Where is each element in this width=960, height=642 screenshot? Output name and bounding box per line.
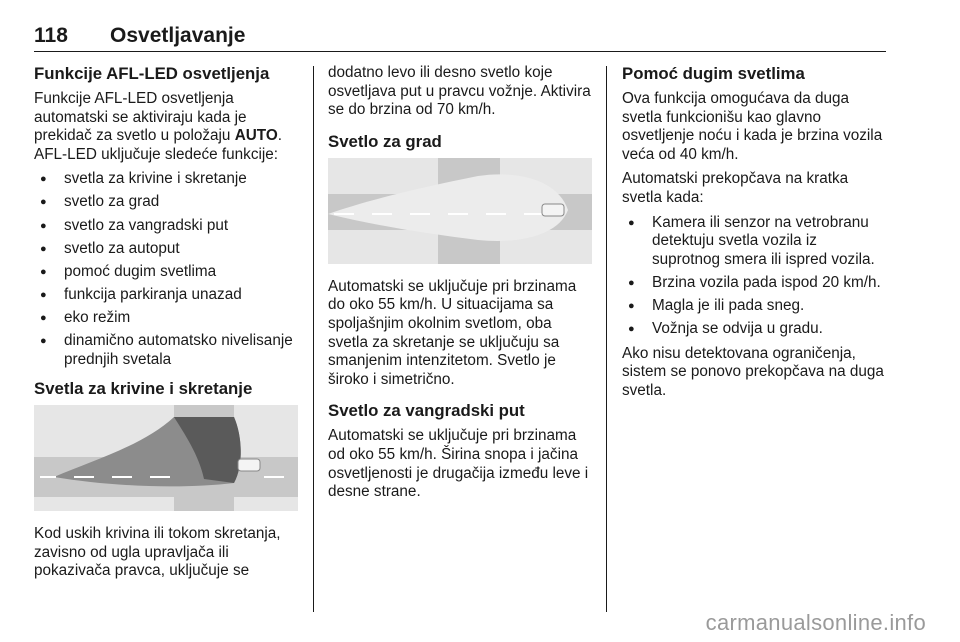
list-item: ● svetlo za grad xyxy=(34,193,298,212)
page-number: 118 xyxy=(34,24,68,47)
column-3 xyxy=(622,64,888,406)
list-item: ● pomoć dugim svetlima xyxy=(34,263,298,282)
column-2 xyxy=(328,64,594,508)
column-divider-2 xyxy=(606,66,607,612)
column-1 xyxy=(34,64,298,587)
list-item: ● Magla je ili pada sneg. xyxy=(622,297,888,316)
section-heading-afl-led: Funkcije AFL-LED osvetljenja xyxy=(34,64,270,83)
country-road-paragraph: Automatski se uključuje pri brzinama od oko 55 km/h. Širina snopa i jačina osvetljenosti je drugačija između leve i desne strane. xyxy=(328,427,589,501)
page-header xyxy=(34,24,886,52)
intro-bold-auto: AUTO xyxy=(234,127,278,145)
list-item: ● eko režim xyxy=(34,309,298,328)
cornering-continuation: dodatno levo ili desno svetlo koje osvetljava put u pravcu vožnje. Aktivira se do brzina od 70 km/h. xyxy=(328,64,591,119)
list-item: ● Kamera ili senzor na vetrobranu detektuju svetla vozila iz suprotnog smera ili ispred vozila. xyxy=(622,214,888,270)
column-divider-1 xyxy=(313,66,314,612)
header-rule xyxy=(34,51,886,52)
list-item: ● Brzina vozila pada ispod 20 km/h. xyxy=(622,274,888,293)
city-light-paragraph: Automatski se uključuje pri brzinama do oko 55 km/h. U situacijama sa spoljašnjim okolnim svetlom, oba svetla za skretanje se uključuju sa smanjenim intenzitetom. Svetlo je široko i simetrično. xyxy=(328,277,577,388)
high-beam-paragraph-1: Ova funkcija omogućava da duga svetla funkcionišu kao glavno osvetljenje noću i kada je brzina vozila veća od 40 km/h. xyxy=(622,90,883,163)
function-list xyxy=(34,170,298,369)
list-item: ● svetlo za autoput xyxy=(34,240,298,259)
intro-paragraph xyxy=(34,90,298,164)
high-beam-paragraph-2: Automatski prekopčava na kratka svetla kada: xyxy=(622,170,849,206)
cornering-light-illustration xyxy=(34,405,298,511)
low-beam-conditions-list xyxy=(622,214,888,339)
list-item: ● svetla za krivine i skretanje xyxy=(34,170,298,189)
cornering-paragraph: Kod uskih krivina ili tokom skretanja, zavisno od ugla upravljača ili pokazivača pravca, uključuje se xyxy=(34,525,281,580)
section-heading-country-road: Svetlo za vangradski put xyxy=(328,401,525,421)
watermark: carmanualsonline.info xyxy=(705,610,926,635)
intro-text-1: Funkcije AFL-LED osvetljenja automatski se aktiviraju kada je prekidač za svetlo u položaju xyxy=(34,90,247,145)
list-item: ● funkcija parkiranja unazad xyxy=(34,286,298,305)
section-heading-city-light: Svetlo za grad xyxy=(328,131,442,151)
list-item: ● svetlo za vangradski put xyxy=(34,217,298,236)
chapter-title: Osvetljavanje xyxy=(110,24,246,47)
section-heading-cornering: Svetla za krivine i skretanje xyxy=(34,379,253,399)
list-item: ● Vožnja se odvija u gradu. xyxy=(622,320,888,339)
high-beam-paragraph-3: Ako nisu detektovana ograničenja, sistem se ponovo prekopčava na duga svetla. xyxy=(622,344,884,399)
intro-text-2: . AFL-LED uključuje sledeće funkcije: xyxy=(34,127,282,163)
section-heading-high-beam-assist: Pomoć dugim svetlima xyxy=(622,64,805,83)
list-item: ● dinamično automatsko nivelisanje prednjih svetala xyxy=(34,332,298,369)
city-light-illustration xyxy=(328,158,592,264)
